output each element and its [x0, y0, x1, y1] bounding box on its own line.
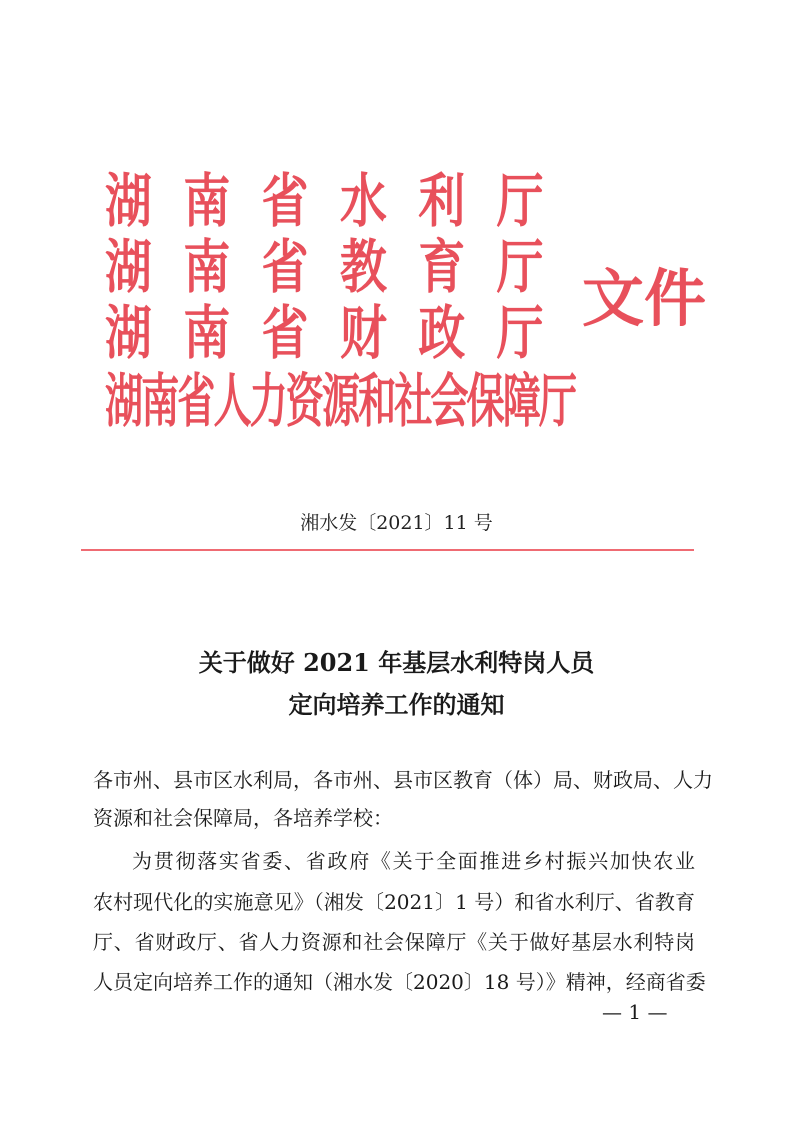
document-title-line-2: 定向培养工作的通知	[288, 690, 505, 719]
header-char: 教	[340, 233, 387, 301]
body-line: 人员定向培养工作的通知（湘水发〔2020〕18 号）》精神，经商省委	[93, 970, 706, 994]
body-line: 各市州、县市区水利局，各市州、县市区教育（体）局、财政局、人力	[93, 768, 713, 792]
body-line: 资源和社会保障局，各培养学校：	[93, 806, 393, 830]
header-text: 湖南省人力资源和社会保障厅	[105, 367, 576, 435]
document-number: 湘水发〔2021〕11 号	[300, 512, 493, 534]
header-char: 财	[340, 299, 387, 367]
header-char: 省	[261, 233, 309, 301]
header-char: 南	[183, 233, 231, 301]
issuer-line-education	[105, 233, 575, 301]
document-title-line-1: 关于做好 2021 年基层水利特岗人员	[198, 648, 595, 677]
document-suffix: 文件	[582, 262, 707, 335]
header-char: 省	[261, 299, 309, 367]
body-line: 农村现代化的实施意见》（湘发〔2021〕1 号）和省水利厅、省教育	[93, 890, 695, 914]
page-number: — 1 —	[602, 1000, 668, 1024]
header-char: 湖	[105, 167, 152, 235]
header-char: 湖	[105, 299, 152, 367]
header-char: 南	[183, 167, 231, 235]
header-char: 水	[340, 167, 387, 235]
body-line: 为贯彻落实省委、省政府《关于全面推进乡村振兴加快农业	[132, 849, 695, 873]
header-char: 育	[418, 233, 466, 301]
red-divider	[81, 549, 694, 551]
header-char: 政	[418, 299, 466, 367]
header-char: 厅	[496, 299, 544, 367]
body-line: 厅、省财政厅、省人力资源和社会保障厅《关于做好基层水利特岗	[93, 930, 695, 954]
header-char: 利	[418, 167, 466, 235]
header-char: 南	[183, 299, 231, 367]
issuer-line-finance	[105, 299, 575, 367]
header-char: 厅	[496, 233, 544, 301]
header-char: 省	[261, 167, 309, 235]
issuer-line-human-resources	[105, 367, 576, 435]
header-char: 厅	[496, 167, 544, 235]
header-char: 湖	[105, 233, 152, 301]
issuer-line-water-resources	[105, 167, 575, 235]
